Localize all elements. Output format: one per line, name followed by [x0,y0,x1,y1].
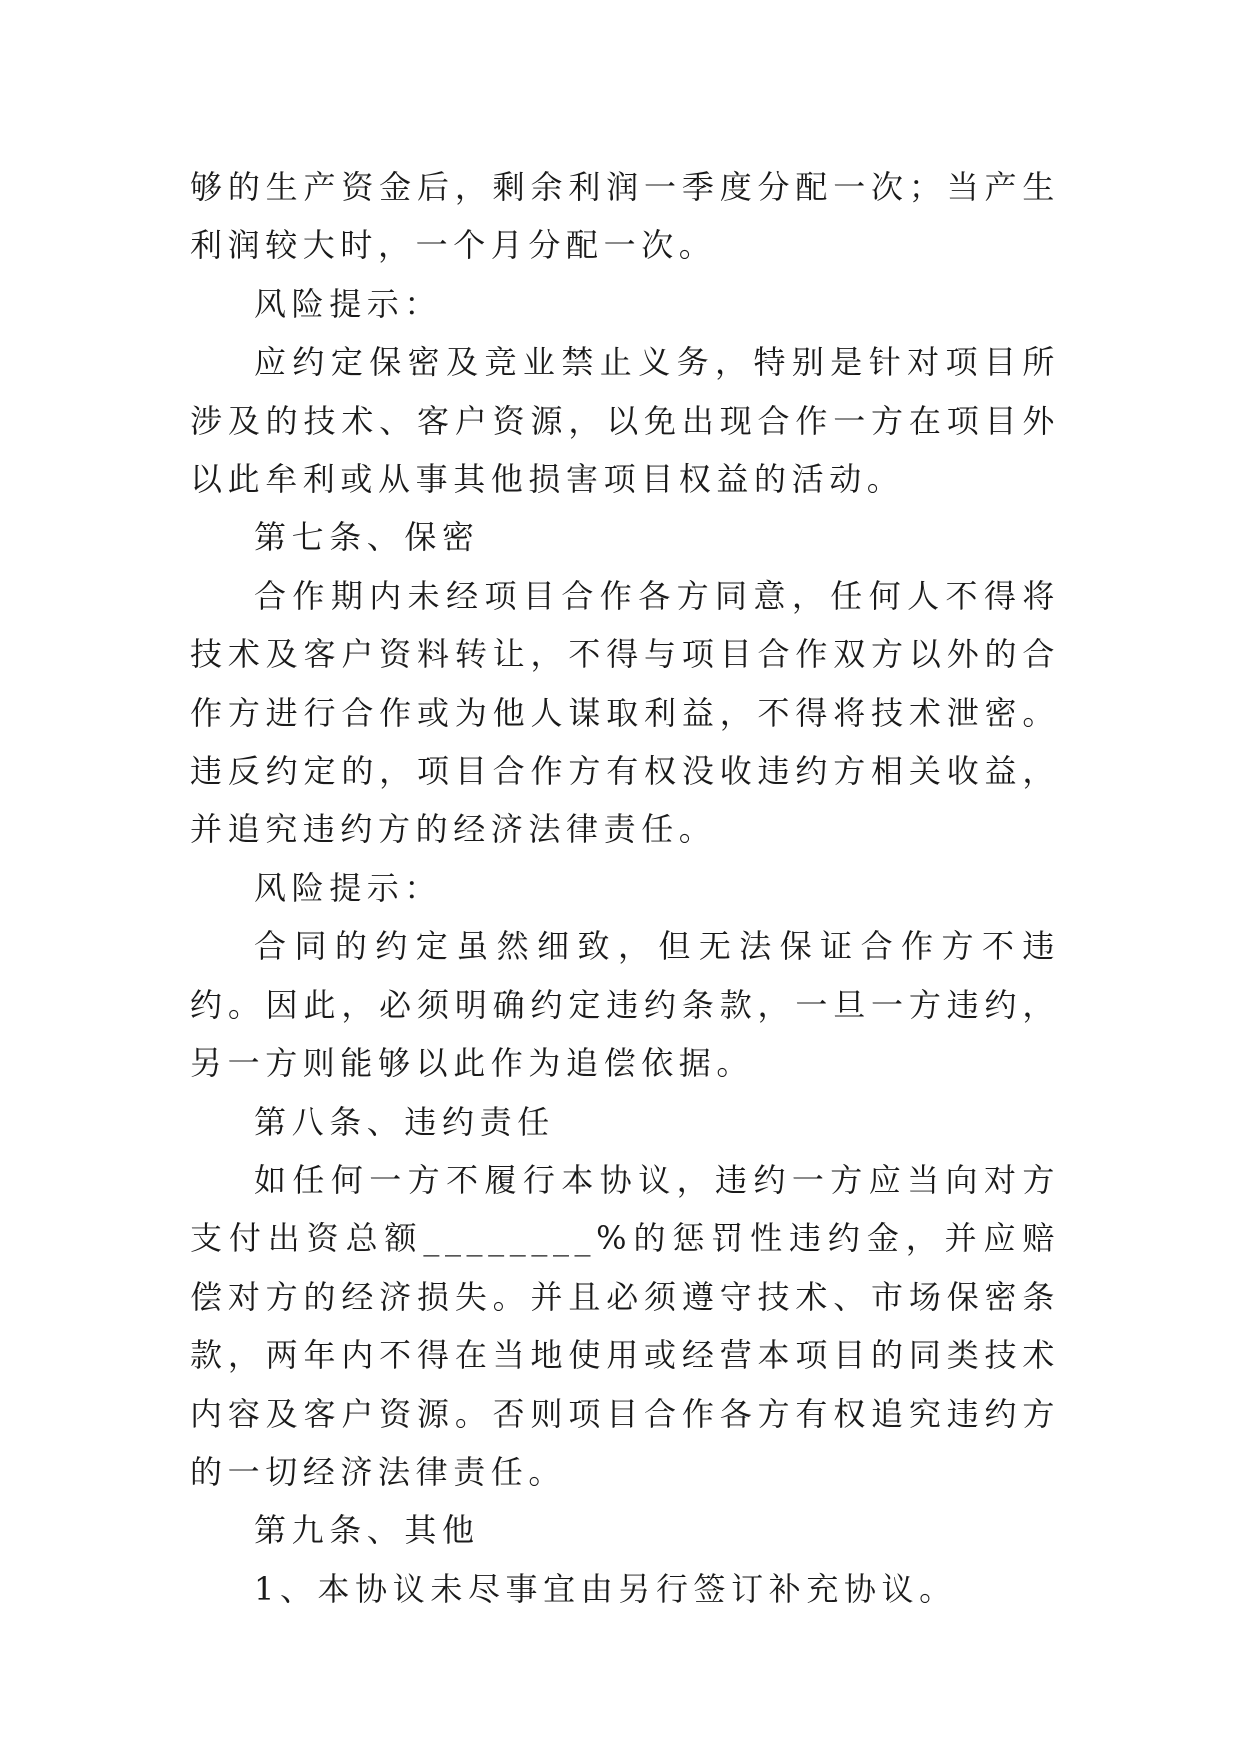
risk-tip-heading: 风险提示： [254,284,443,323]
article-7-heading: 第七条、保密 [254,518,480,557]
article-9-heading: 第九条、其他 [254,1511,480,1550]
article-8-heading: 第八条、违约责任 [254,1102,555,1141]
paragraph-breach-liability: 如任何一方不履行本协议，违约一方应当向对方支付出资总额________%的惩罚性违约金，并应赔偿对方的经济损失。并且必须遵守技术、市场保密条款，两年内不得在当地使用或经营本项目的同类技术内容及客户资源。否则项目合作各方有权追究违约方的一切经济法律责任。 [190,1160,1060,1491]
paragraph-breach-clause-risk: 合同的约定虽然细致，但无法保证合作方不违约。因此，必须明确约定违约条款，一旦一方违约，另一方则能够以此作为追偿依据。 [190,927,1060,1083]
paragraph-confidentiality: 合作期内未经项目合作各方同意，任何人不得将技术及客户资料转让，不得与项目合作双方以外的合作方进行合作或为他人谋取利益，不得将技术泄密。违反约定的，项目合作方有权没收违约方相关收益，并追究违约方的经济法律责任。 [190,576,1060,849]
document-body [190,158,1060,1618]
risk-tip-heading: 风险提示： [254,868,443,907]
paragraph-profit-distribution-continued: 够的生产资金后，剩余利润一季度分配一次；当产生利润较大时，一个月分配一次。 [190,168,1060,265]
paragraph-non-compete-risk: 应约定保密及竞业禁止义务，特别是针对项目所涉及的技术、客户资源，以免出现合作一方在项目外以此牟利或从事其他损害项目权益的活动。 [190,343,1060,499]
paragraph-supplementary-agreement: 1、本协议未尽事宜由另行签订补充协议。 [254,1569,957,1608]
